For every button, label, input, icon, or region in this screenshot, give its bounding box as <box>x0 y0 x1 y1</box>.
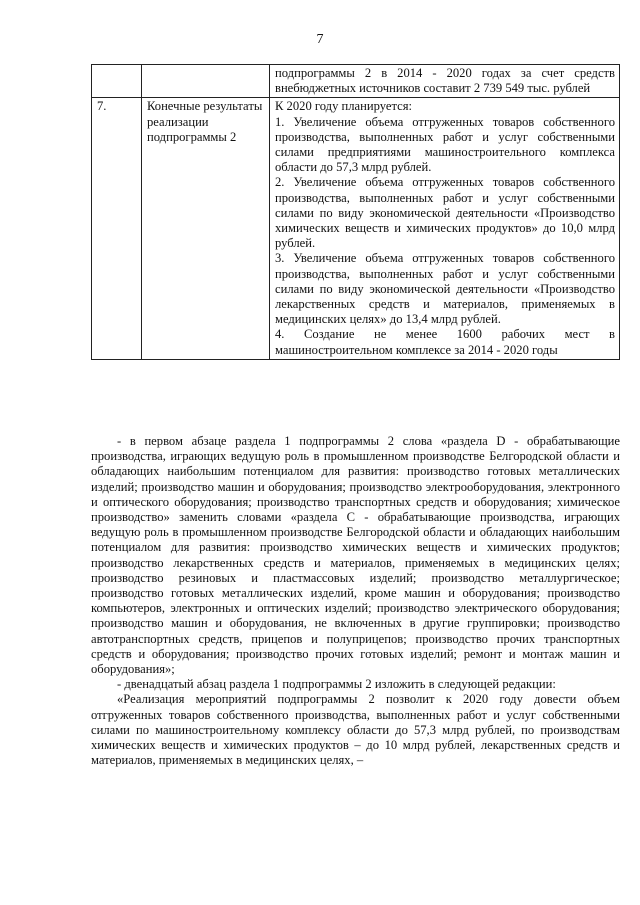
result-item: 1. Увеличение объема отгруженных товаров собственного производства, выполненных работ и услуг собственными силами предприятиями машиностроительного комплекса области до 57,3 млрд рублей. <box>275 114 615 175</box>
table-cell-text: подпрограммы 2 в 2014 - 2020 годах за счет средств внебюджетных источников составит 2 739 549 тыс. рублей <box>270 65 620 98</box>
table-row <box>92 98 620 359</box>
document-body <box>91 434 620 768</box>
table-cell-number <box>92 65 142 98</box>
paragraph: «Реализация мероприятий подпрограммы 2 позволит к 2020 году довести объем отгруженных товаров собственного производства, выполненных работ и услуг собственными силами по машиностроительному комплексу области до 57,3 млрд рублей, по производствам химических веществ и химических продуктов – до 10 млрд рублей, лекарственных средств и материалов, применяемых в медицинских целях, – <box>91 692 620 768</box>
table-cell-number: 7. <box>92 98 142 359</box>
paragraph: - двенадцатый абзац раздела 1 подпрограммы 2 изложить в следующей редакции: <box>117 677 556 692</box>
table-row <box>92 65 620 98</box>
results-intro: К 2020 году планируется: <box>275 99 413 114</box>
result-item: 3. Увеличение объема отгруженных товаров собственного производства, выполненных работ и услуг собственными силами по виду экономической деятельности «Производство лекарственных средств и материалов, применяемых в медицинских целях» до 13,4 млрд рублей. <box>275 251 615 327</box>
result-item: 4. Создание не менее 1600 рабочих мест в машиностроительном комплексе за 2014 - 2020 годы <box>275 327 615 357</box>
program-table <box>91 64 620 360</box>
table-cell-text <box>270 98 620 359</box>
table-cell-name <box>142 65 270 98</box>
table-cell-name: Конечные результаты реализации подпрограммы 2 <box>142 98 270 359</box>
page-number: 7 <box>316 32 324 47</box>
paragraph: - в первом абзаце раздела 1 подпрограммы 2 слова «раздела D - обрабатывающие производства, играющих ведущую роль в промышленном производстве Белгородской области и обладающих наибольшим потенциалом для развития: производство готовых металлических изделий; производство машин и оборудования; производство электрооборудования, электронного и оптического оборудования; производство транспортных средств и оборудования; химическое производство» заменить словами «раздела С - обрабатывающие производства, играющих ведущую роль в промышленном производстве Белгородской области и обладающих наибольшим потенциалом для развития: производство химических веществ и химических продуктов; производство лекарственных средств и материалов, применяемых в медицинских целях; производство резиновых и пластмассовых изделий; производство металлургическое; производство готовых металлических изделий, кроме машин и оборудования; производство компьютеров, электронных и оптических изделий; производство электрического оборудования; производство машин и оборудования, не включенных в другие группировки; производство автотранспортных средств, прицепов и полуприцепов; производство прочих транспортных средств и оборудования; производство прочих готовых изделий; ремонт и монтаж машин и оборудования»; <box>91 434 620 677</box>
result-item: 2. Увеличение объема отгруженных товаров собственного производства, выполненных работ и услуг собственными силами по виду экономической деятельности «Производство химических веществ и химических продуктов» до 10,0 млрд рублей. <box>275 175 615 251</box>
